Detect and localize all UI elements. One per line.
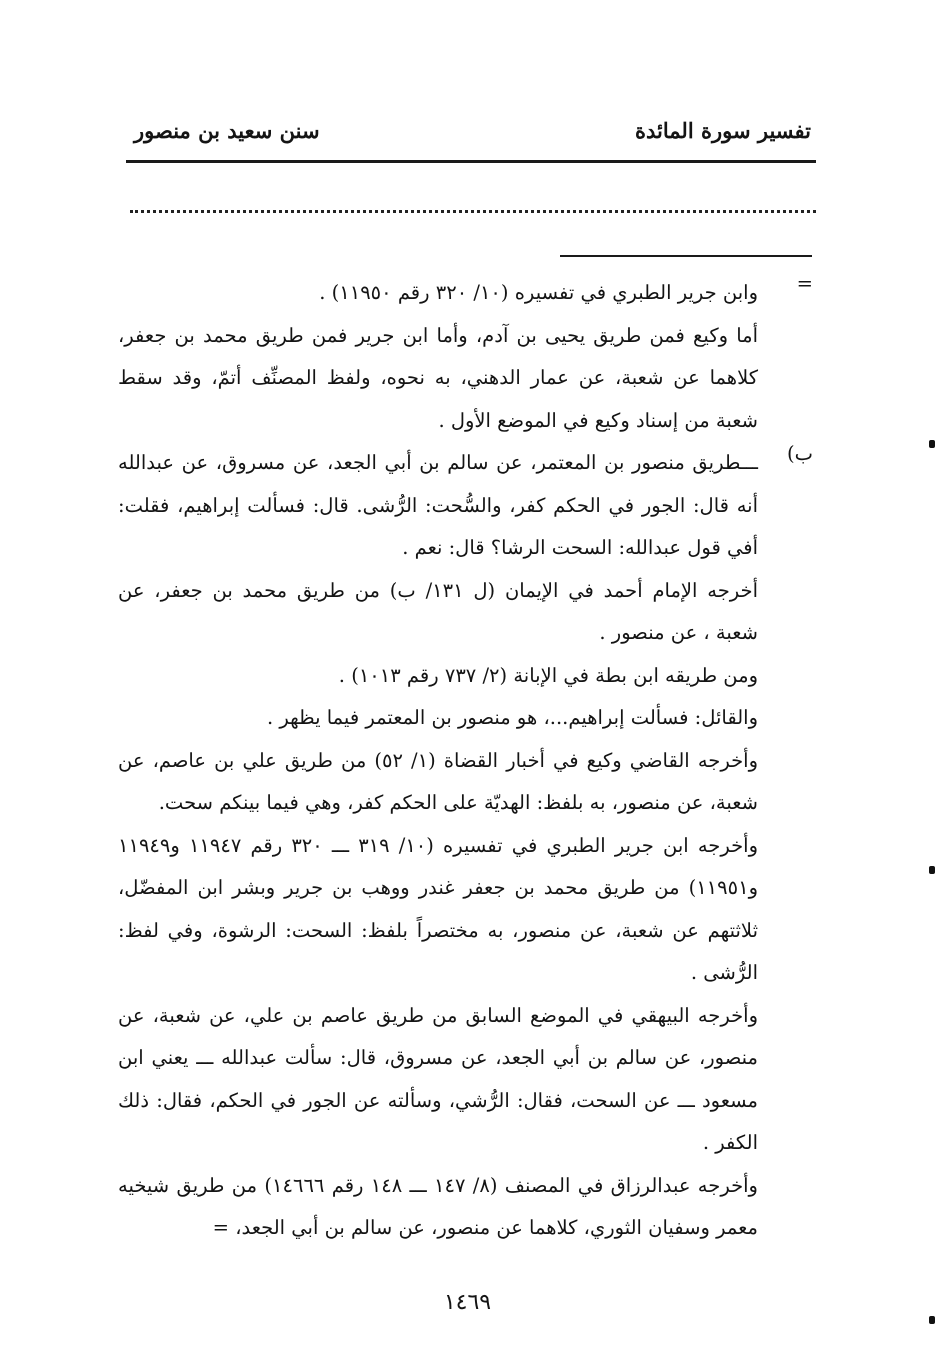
chapter-title: تفسير سورة المائدة xyxy=(635,118,811,143)
scan-edge-mark xyxy=(929,440,935,448)
dotted-separator xyxy=(130,210,816,213)
continuation-marker: = xyxy=(796,272,813,295)
footnote-separator xyxy=(560,255,812,257)
paragraph: وابن جرير الطبري في تفسيره (١٠/ ٣٢٠ رقم ١١٩٥٠) . xyxy=(319,281,758,304)
scan-edge-mark xyxy=(929,866,935,874)
page-number: ١٤٦٩ xyxy=(443,1290,492,1315)
paragraph: وأخرجه ابن جرير الطبري في تفسيره (١٠/ ٣١٩ ـــ ٣٢٠ رقم ١١٩٤٧ و١١٩٤٩ و١١٩٥١) من طريق محمد بن جعفر غندر ووهب بن جرير وبشر ابن المفضّل، ثلاثتهم عن شعبة، عن منصور، به مختصراً بلفظ: السحت: الرشوة، وفي لفظ: الرُّشى . xyxy=(118,833,758,984)
paragraph: أخرجه الإمام أحمد في الإيمان (ل ١٣١/ ب) من طريق محمد بن جعفر، عن شعبة ، عن منصور . xyxy=(118,578,758,644)
paragraph: أما وكيع فمن طريق يحيى بن آدم، وأما ابن جرير فمن طريق محمد بن جعفر، كلاهما عن شعبة، عن عمار الدهني، به نحوه، ولفظ المصنِّف أتمّ، وقد سقط شعبة من إسناد وكيع في الموضع الأول . xyxy=(118,323,758,432)
footnote-body xyxy=(118,272,758,1250)
scan-edge-mark xyxy=(929,1316,935,1324)
paragraph: ومن طريقه ابن بطة في الإبانة (٢/ ٧٣٧ رقم ١٠١٣) . xyxy=(338,663,758,687)
paragraph: والقائل: فسألت إبراهيم...، هو منصور بن المعتمر فيما يظهر . xyxy=(266,706,758,729)
paragraph: ـــطريق منصور بن المعتمر، عن سالم بن أبي الجعد، عن مسروق، عن عبدالله أنه قال: الجور في الحكم كفر، والسُّحت: الرُّشى. قال: فسألت إبراهيم، فقلت: أفي قول عبدالله: السحت الرشا؟ قال: نعم . xyxy=(118,451,758,559)
paragraph: وأخرجه القاضي وكيع في أخبار القضاة (١/ ٥٢) من طريق علي بن عاصم، عن شعبة، عن منصور، به بلفظ: الهديّة على الحكم كفر، وهي فيما بينكم سحت. xyxy=(118,748,758,814)
header-rule xyxy=(126,160,816,163)
paragraph: وأخرجه عبدالرزاق في المصنف (٨/ ١٤٧ ـــ ١٤٨ رقم ١٤٦٦٦) من طريق شيخيه معمر وسفيان الثوري، كلاهما عن منصور، عن سالم بن أبي الجعد، = xyxy=(118,1173,758,1239)
paragraph: وأخرجه البيهقي في الموضع السابق من طريق عاصم بن علي، عن شعبة، عن منصور، عن سالم بن أبي الجعد، عن مسروق، قال: سألت عبدالله ـــ يعني ابن مسعود ـــ عن السحت، فقال: الرُّشي، وسألته عن الجور في الحكم، فقال: ذلك الكفر . xyxy=(118,1003,758,1154)
book-title: سنن سعيد بن منصور xyxy=(134,118,320,143)
section-marker-b: ب) xyxy=(787,442,813,465)
